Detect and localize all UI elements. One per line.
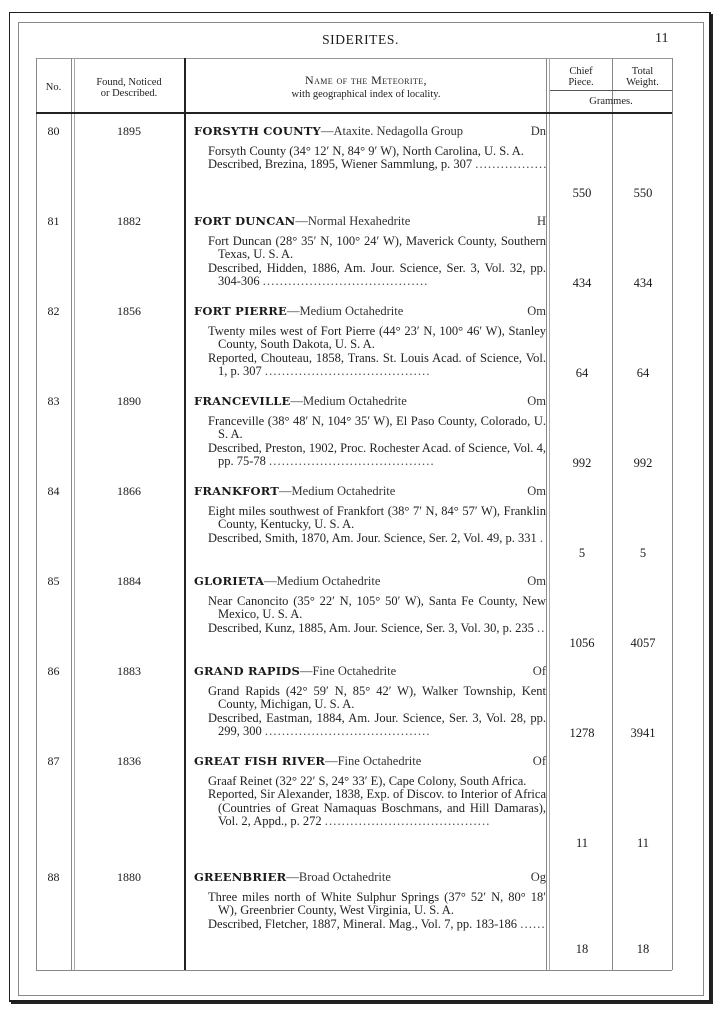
entry-number: 80: [47, 124, 60, 138]
entry-year: 1890: [117, 394, 141, 408]
locality-text: Near Canoncito (35° 22′ N, 105° 50′ W), Santa Fe County, New Mexico, U. S. A.: [208, 594, 546, 622]
total-weight: 992: [633, 456, 653, 470]
entry-number: 81: [47, 214, 60, 228]
locality-text: Grand Rapids (42° 59′ N, 85° 42′ W), Walker Township, Kent County, Michigan, U. S. A.: [208, 684, 546, 712]
table-top-rule: [36, 58, 672, 59]
chief-piece-weight: 5: [578, 546, 586, 560]
chief-piece-weight: 992: [572, 456, 592, 470]
entry-year: 1836: [117, 754, 141, 768]
header-total: [613, 66, 672, 88]
total-weight: 434: [633, 276, 653, 290]
meteorite-name: FRANKFORT: [194, 484, 280, 498]
entry-title: [194, 869, 546, 885]
chief-piece-weight: 434: [572, 276, 592, 290]
entry-title: [194, 123, 546, 139]
locality-text: Three miles north of White Sulphur Springs (37° 52′ N, 80° 18′ W), Greenbrier County, West Virginia, U. S. A.: [208, 890, 546, 918]
table-left-rule: [36, 58, 37, 970]
header-found-line1: Found, Noticed: [96, 77, 162, 88]
meteorite-name: GLORIETA: [194, 574, 265, 588]
header-chief-line2: Piece.: [568, 77, 594, 88]
col-rule-no-double: [74, 58, 75, 970]
dot-leader: . . . . . . . . . . . . . . . . . . . . . . . . . . . . . . . . . . . . . . .: [324, 814, 489, 829]
entry-title: [194, 753, 546, 769]
total-weight: 3941: [630, 726, 656, 740]
classification-code: Om: [527, 394, 546, 408]
chief-piece-weight: 11: [575, 836, 589, 850]
entry-description: [194, 663, 546, 739]
page-number: 11: [655, 31, 669, 46]
table-bottom-rule: [36, 970, 672, 971]
reference-text: Reported, Sir Alexander, 1838, Exp. of Discov. to Interior of Africa (Countries of Great Namaquas Boschmans, and Hill Damaras), Vol. 2, Appd., p. 272 . . . . . . . . . . . . . . . . . . . . . . . . . . . . . . . . . . . . . . .: [208, 787, 546, 829]
header-total-line2: Weight.: [626, 77, 659, 88]
chief-piece-weight: 550: [572, 186, 592, 200]
col-rule-name-double: [549, 58, 550, 970]
entry-title: [194, 393, 546, 409]
entry-title: [194, 303, 546, 319]
running-head: SIDERITES.: [322, 32, 399, 47]
classification-code: H: [536, 214, 546, 228]
meteorite-classification: —Medium Octahedrite: [264, 574, 381, 588]
total-weight: 4057: [630, 636, 656, 650]
reference-text: Described, Eastman, 1884, Am. Jour. Science, Ser. 3, Vol. 28, pp. 299, 300 . . . . . . . . . . . . . . . . . . . . . . . . . . . . . . . . . . . . . . .: [208, 710, 546, 739]
header-found: [74, 77, 184, 99]
meteorite-name: GREAT FISH RIVER: [194, 754, 326, 768]
grammes-rule: [550, 90, 672, 91]
reference-text: Described, Hidden, 1886, Am. Jour. Science, Ser. 3, Vol. 32, pp. 304-306 . . . . . . . . . . . . . . . . . . . . . . . . . . . . . . . . . . . . . . .: [208, 260, 546, 289]
classification-code: Om: [527, 304, 546, 318]
meteorite-classification: —Normal Hexahedrite: [295, 214, 411, 228]
header-chief: [550, 66, 612, 88]
meteorite-classification: —Medium Octahedrite: [279, 484, 396, 498]
header-found-line2: or Described.: [100, 88, 158, 99]
meteorite-classification: —Fine Octahedrite: [325, 754, 422, 768]
entry-number: 84: [47, 484, 60, 498]
entry-description: [194, 213, 546, 289]
header-unit: Grammes.: [589, 96, 633, 107]
entry-number: 82: [47, 304, 60, 318]
dot-leader: . . . . . . . . . . . . . . . . .: [475, 157, 546, 172]
header-name-subtitle: with geographical index of locality.: [291, 89, 441, 100]
total-weight: 550: [633, 186, 653, 200]
entry-number: 83: [47, 394, 60, 408]
reference-text: Reported, Chouteau, 1858, Trans. St. Louis Acad. of Science, Vol. 1, p. 307 . . . . . . . . . . . . . . . . . . . . . . . . . . . . . . . . . . . . . . .: [208, 350, 546, 379]
dot-leader: . .: [537, 620, 544, 635]
entry-title: [194, 663, 546, 679]
classification-code: Om: [527, 574, 546, 588]
col-rule-chief: [612, 58, 613, 970]
reference-text: Described, Brezina, 1895, Wiener Sammlung, p. 307 . . . . . . . . . . . . . . . . .: [208, 157, 546, 172]
entry-number: 86: [47, 664, 60, 678]
entry-description: [194, 483, 546, 545]
entry-description: [194, 123, 546, 172]
classification-code: Om: [527, 484, 546, 498]
entry-description: [194, 753, 546, 829]
entry-year: 1884: [117, 574, 141, 588]
header-bottom-rule: [36, 112, 672, 114]
col-rule-no: [71, 58, 72, 970]
classification-code: Of: [532, 664, 546, 678]
entry-number: 88: [47, 870, 60, 884]
col-rule-name: [546, 58, 547, 970]
reference-text: Described, Kunz, 1885, Am. Jour. Science, Ser. 3, Vol. 30, p. 235 . .: [208, 620, 544, 635]
locality-text: Twenty miles west of Fort Pierre (44° 23′ N, 100° 46′ W), Stanley County, South Dakota, U. S. A.: [208, 324, 546, 352]
reference-text: Described, Smith, 1870, Am. Jour. Science, Ser. 2, Vol. 49, p. 331 .: [208, 530, 542, 545]
entry-description: [194, 869, 546, 931]
locality-text: Graaf Reinet (32° 22′ S, 24° 33′ E), Cape Colony, South Africa.: [208, 774, 527, 788]
chief-piece-weight: 64: [575, 366, 589, 380]
entry-description: [194, 303, 546, 379]
locality-text: Forsyth County (34° 12′ N, 84° 9′ W), North Carolina, U. S. A.: [208, 144, 524, 158]
entry-year: 1883: [117, 664, 141, 678]
entry-number: 87: [47, 754, 60, 768]
dot-leader: . . . . . . . . . . . . . . . . . . . . . . . . . . . . . . . . . . . . . . .: [264, 724, 429, 739]
meteorite-name: FORT DUNCAN: [194, 214, 296, 228]
meteorite-classification: —Fine Octahedrite: [299, 664, 397, 678]
entry-number: 85: [47, 574, 60, 588]
meteorite-name: FRANCEVILLE: [194, 394, 291, 408]
meteorite-name: GREENBRIER: [194, 870, 287, 884]
locality-text: Franceville (38° 48′ N, 104° 35′ W), El Paso County, Colorado, U. S. A.: [208, 414, 546, 442]
classification-code: Dn: [530, 124, 546, 138]
meteorite-table: [36, 58, 672, 970]
dot-leader: . . . . . . . . . . . . . . . . . . . . . . . . . . . . . . . . . . . . . . .: [269, 454, 433, 469]
entry-year: 1895: [117, 124, 141, 138]
entry-year: 1882: [117, 214, 141, 228]
total-weight: 5: [639, 546, 647, 560]
reference-text: Described, Fletcher, 1887, Mineral. Mag., Vol. 7, pp. 183-186 . . . . . .: [208, 916, 544, 931]
header-chief-line1: Chief: [569, 66, 593, 77]
entry-year: 1866: [117, 484, 141, 498]
classification-code: Of: [532, 754, 546, 768]
chief-piece-weight: 1278: [569, 726, 595, 740]
entry-year: 1880: [117, 870, 141, 884]
header-name: [186, 75, 546, 100]
col-rule-found: [184, 58, 186, 970]
header-total-line1: Total: [631, 66, 654, 77]
locality-text: Fort Duncan (28° 35′ N, 100° 24′ W), Maverick County, Southern Texas, U. S. A.: [208, 234, 546, 262]
col-rule-total: [672, 58, 673, 970]
entry-year: 1856: [117, 304, 141, 318]
meteorite-name: GRAND RAPIDS: [194, 664, 300, 678]
classification-code: Og: [530, 870, 546, 884]
total-weight: 18: [636, 942, 650, 956]
locality-text: Eight miles southwest of Frankfort (38° 7′ N, 84° 57′ W), Franklin County, Kentucky, U. S. A.: [208, 504, 546, 532]
header-no: No.: [45, 82, 62, 93]
entry-description: [194, 393, 546, 469]
dot-leader: . . . . . . . . . . . . . . . . . . . . . . . . . . . . . . . . . . . . . . .: [262, 274, 427, 289]
entry-title: [194, 573, 546, 589]
entry-title: [194, 213, 546, 229]
header-name-title: Name of the Meteorite,: [305, 73, 427, 87]
meteorite-classification: —Medium Octahedrite: [290, 394, 407, 408]
total-weight: 64: [636, 366, 650, 380]
reference-text: Described, Preston, 1902, Proc. Rochester Acad. of Science, Vol. 4, pp. 75-78 . . . . . . . . . . . . . . . . . . . . . . . . . . . . . . . . . . . . . . .: [208, 440, 546, 469]
entry-description: [194, 573, 546, 635]
total-weight: 11: [636, 836, 650, 850]
dot-leader: . . . . . . . . . . . . . . . . . . . . . . . . . . . . . . . . . . . . . . .: [264, 364, 429, 379]
dot-leader: .: [539, 530, 542, 545]
dot-leader: . . . . . .: [520, 916, 544, 931]
meteorite-classification: —Medium Octahedrite: [286, 304, 404, 318]
meteorite-classification: —Ataxite. Nedagolla Group: [320, 124, 463, 138]
entry-title: [194, 483, 546, 499]
meteorite-name: FORSYTH COUNTY: [194, 124, 321, 138]
chief-piece-weight: 1056: [569, 636, 595, 650]
meteorite-name: FORT PIERRE: [194, 304, 287, 318]
meteorite-classification: —Broad Octahedrite: [286, 870, 391, 884]
chief-piece-weight: 18: [575, 942, 589, 956]
